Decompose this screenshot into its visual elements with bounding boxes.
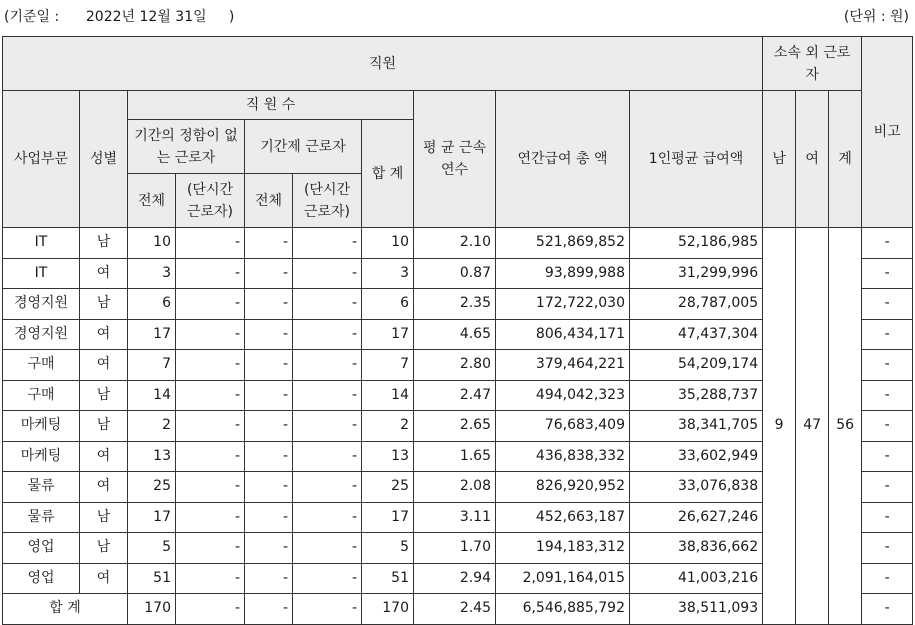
non-fixed-term-header: 기간의 정함이 없는 근로자	[128, 120, 245, 174]
remark-cell: -	[862, 289, 913, 320]
fixed-part-time-cell: -	[293, 411, 362, 442]
avg-pay-cell: 38,836,662	[630, 533, 763, 564]
headcount-total-cell: 51	[362, 563, 414, 594]
annual-pay-cell: 194,183,312	[496, 533, 630, 564]
headcount-header: 직 원 수	[128, 91, 414, 120]
annual-pay-cell: 172,722,030	[496, 289, 630, 320]
employees-header: 직원	[3, 37, 763, 91]
avg-tenure-cell: 3.11	[414, 502, 496, 533]
total-avg-tenure-cell: 2.45	[414, 594, 496, 625]
male-count-cell: 9	[763, 228, 796, 625]
total-avg-pay-cell: 38,511,093	[630, 594, 763, 625]
fixed-all-cell: -	[245, 441, 293, 472]
non-employees-header: 소속 외 근로자	[763, 37, 862, 91]
fixed-all-cell: -	[245, 380, 293, 411]
fixed-all-cell: -	[245, 472, 293, 503]
remark-cell: -	[862, 563, 913, 594]
gender-header: 성별	[80, 91, 128, 228]
division-cell: 경영지원	[3, 289, 80, 320]
division-cell: 경영지원	[3, 319, 80, 350]
avg-tenure-cell: 2.80	[414, 350, 496, 381]
fixed-all-cell: -	[245, 563, 293, 594]
remark-cell: -	[862, 441, 913, 472]
avg-pay-cell: 33,076,838	[630, 472, 763, 503]
fixed-part-time-cell: -	[293, 289, 362, 320]
gender-cell: 남	[80, 228, 128, 259]
annual-pay-cell: 379,464,221	[496, 350, 630, 381]
non-fixed-all-cell: 13	[128, 441, 176, 472]
gender-cell: 남	[80, 289, 128, 320]
gender-cell: 남	[80, 380, 128, 411]
avg-pay-cell: 52,186,985	[630, 228, 763, 259]
avg-pay-cell: 31,299,996	[630, 258, 763, 289]
avg-tenure-header: 평 균 근속연수	[414, 91, 496, 228]
fixed-part-time-cell: -	[293, 380, 362, 411]
avg-pay-header: 1인평균 급여액	[630, 91, 763, 228]
division-cell: 물류	[3, 472, 80, 503]
fixed-part-time-cell: -	[293, 472, 362, 503]
remark-cell: -	[862, 472, 913, 503]
annual-pay-cell: 826,920,952	[496, 472, 630, 503]
unit-label: (단위 : 원)	[843, 9, 909, 25]
avg-tenure-cell: 2.08	[414, 472, 496, 503]
non-fixed-part-time-header: (단시간 근로자)	[176, 174, 245, 228]
non-fixed-all-cell: 51	[128, 563, 176, 594]
non-fixed-part-time-cell: -	[176, 472, 245, 503]
non-fixed-all-cell: 5	[128, 533, 176, 564]
non-fixed-part-time-cell: -	[176, 289, 245, 320]
total-non-fixed-all-cell: 170	[128, 594, 176, 625]
remarks-header: 비고	[862, 37, 913, 228]
non-fixed-all-cell: 17	[128, 319, 176, 350]
non-fixed-part-time-cell: -	[176, 380, 245, 411]
non-fixed-part-time-cell: -	[176, 319, 245, 350]
avg-tenure-cell: 1.65	[414, 441, 496, 472]
gender-cell: 여	[80, 319, 128, 350]
avg-pay-cell: 26,627,246	[630, 502, 763, 533]
avg-pay-cell: 38,341,705	[630, 411, 763, 442]
remark-cell: -	[862, 319, 913, 350]
fixed-part-time-cell: -	[293, 563, 362, 594]
gender-cell: 여	[80, 258, 128, 289]
fixed-all-cell: -	[245, 258, 293, 289]
fixed-all-cell: -	[245, 502, 293, 533]
fixed-all-cell: -	[245, 411, 293, 442]
female-count-cell: 47	[796, 228, 829, 625]
non-employee-sum-cell: 56	[829, 228, 862, 625]
non-fixed-part-time-cell: -	[176, 563, 245, 594]
remark-cell: -	[862, 380, 913, 411]
fixed-part-time-cell: -	[293, 319, 362, 350]
headcount-total-cell: 10	[362, 228, 414, 259]
sum-header: 계	[829, 91, 862, 228]
fixed-all-cell: -	[245, 319, 293, 350]
headcount-total-header: 합 계	[362, 120, 414, 228]
non-fixed-all-cell: 3	[128, 258, 176, 289]
fixed-part-time-cell: -	[293, 502, 362, 533]
avg-tenure-cell: 2.65	[414, 411, 496, 442]
non-fixed-all-cell: 6	[128, 289, 176, 320]
non-fixed-part-time-cell: -	[176, 441, 245, 472]
avg-pay-cell: 54,209,174	[630, 350, 763, 381]
headcount-total-cell: 13	[362, 441, 414, 472]
headcount-total-cell: 7	[362, 350, 414, 381]
headcount-total-cell: 3	[362, 258, 414, 289]
gender-cell: 여	[80, 563, 128, 594]
non-fixed-all-cell: 14	[128, 380, 176, 411]
non-fixed-all-cell: 25	[128, 472, 176, 503]
division-cell: 물류	[3, 502, 80, 533]
total-fixed-all-cell: -	[245, 594, 293, 625]
annual-pay-cell: 494,042,323	[496, 380, 630, 411]
remark-cell: -	[862, 533, 913, 564]
fixed-all-cell: -	[245, 289, 293, 320]
fixed-all-cell: -	[245, 228, 293, 259]
gender-cell: 남	[80, 533, 128, 564]
fixed-part-time-cell: -	[293, 228, 362, 259]
remark-cell: -	[862, 228, 913, 259]
headcount-total-cell: 14	[362, 380, 414, 411]
division-cell: 구매	[3, 350, 80, 381]
headcount-total-cell: 2	[362, 411, 414, 442]
fixed-all-header: 전체	[245, 174, 293, 228]
non-fixed-all-cell: 7	[128, 350, 176, 381]
male-header: 남	[763, 91, 796, 228]
division-cell: IT	[3, 258, 80, 289]
fixed-part-time-cell: -	[293, 258, 362, 289]
reference-date: (기준일 : 2022년 12월 31일 )	[4, 9, 235, 25]
remark-cell: -	[862, 258, 913, 289]
remark-cell: -	[862, 502, 913, 533]
division-header: 사업부문	[3, 91, 80, 228]
division-cell: 영업	[3, 533, 80, 564]
headcount-total-cell: 25	[362, 472, 414, 503]
total-remark-cell: -	[862, 594, 913, 625]
division-cell: 구매	[3, 380, 80, 411]
total-non-fixed-part-time-cell: -	[176, 594, 245, 625]
division-cell: 마케팅	[3, 441, 80, 472]
gender-cell: 남	[80, 502, 128, 533]
avg-tenure-cell: 2.10	[414, 228, 496, 259]
avg-pay-cell: 41,003,216	[630, 563, 763, 594]
non-fixed-part-time-cell: -	[176, 502, 245, 533]
total-fixed-part-time-cell: -	[293, 594, 362, 625]
non-fixed-all-cell: 17	[128, 502, 176, 533]
remark-cell: -	[862, 350, 913, 381]
fixed-part-time-cell: -	[293, 533, 362, 564]
annual-pay-cell: 2,091,164,015	[496, 563, 630, 594]
avg-tenure-cell: 4.65	[414, 319, 496, 350]
headcount-total-cell: 5	[362, 533, 414, 564]
non-fixed-all-cell: 2	[128, 411, 176, 442]
table-row	[3, 228, 913, 259]
non-fixed-part-time-cell: -	[176, 258, 245, 289]
avg-pay-cell: 47,437,304	[630, 319, 763, 350]
division-cell: 마케팅	[3, 411, 80, 442]
headcount-total-cell: 17	[362, 319, 414, 350]
non-fixed-part-time-cell: -	[176, 533, 245, 564]
avg-tenure-cell: 0.87	[414, 258, 496, 289]
gender-cell: 여	[80, 472, 128, 503]
annual-pay-cell: 436,838,332	[496, 441, 630, 472]
remark-cell: -	[862, 411, 913, 442]
avg-tenure-cell: 1.70	[414, 533, 496, 564]
gender-cell: 남	[80, 411, 128, 442]
annual-pay-cell: 93,899,988	[496, 258, 630, 289]
total-label: 합 계	[3, 594, 128, 625]
fixed-all-cell: -	[245, 533, 293, 564]
annual-pay-cell: 452,663,187	[496, 502, 630, 533]
gender-cell: 여	[80, 441, 128, 472]
annual-pay-cell: 76,683,409	[496, 411, 630, 442]
headcount-total-cell: 17	[362, 502, 414, 533]
total-headcount-total-cell: 170	[362, 594, 414, 625]
avg-pay-cell: 33,602,949	[630, 441, 763, 472]
headcount-total-cell: 6	[362, 289, 414, 320]
non-fixed-part-time-cell: -	[176, 411, 245, 442]
division-cell: IT	[3, 228, 80, 259]
non-fixed-part-time-cell: -	[176, 228, 245, 259]
non-fixed-all-cell: 10	[128, 228, 176, 259]
fixed-term-header: 기간제 근로자	[245, 120, 362, 174]
non-fixed-all-header: 전체	[128, 174, 176, 228]
annual-pay-cell: 521,869,852	[496, 228, 630, 259]
employee-status-table	[2, 36, 913, 625]
avg-tenure-cell: 2.35	[414, 289, 496, 320]
fixed-part-time-cell: -	[293, 350, 362, 381]
fixed-all-cell: -	[245, 350, 293, 381]
gender-cell: 여	[80, 350, 128, 381]
avg-pay-cell: 35,288,737	[630, 380, 763, 411]
female-header: 여	[796, 91, 829, 228]
total-annual-pay-cell: 6,546,885,792	[496, 594, 630, 625]
annual-pay-cell: 806,434,171	[496, 319, 630, 350]
annual-pay-header: 연간급여 총 액	[496, 91, 630, 228]
avg-tenure-cell: 2.47	[414, 380, 496, 411]
fixed-part-time-header: (단시간 근로자)	[293, 174, 362, 228]
division-cell: 영업	[3, 563, 80, 594]
avg-pay-cell: 28,787,005	[630, 289, 763, 320]
fixed-part-time-cell: -	[293, 441, 362, 472]
non-fixed-part-time-cell: -	[176, 350, 245, 381]
avg-tenure-cell: 2.94	[414, 563, 496, 594]
